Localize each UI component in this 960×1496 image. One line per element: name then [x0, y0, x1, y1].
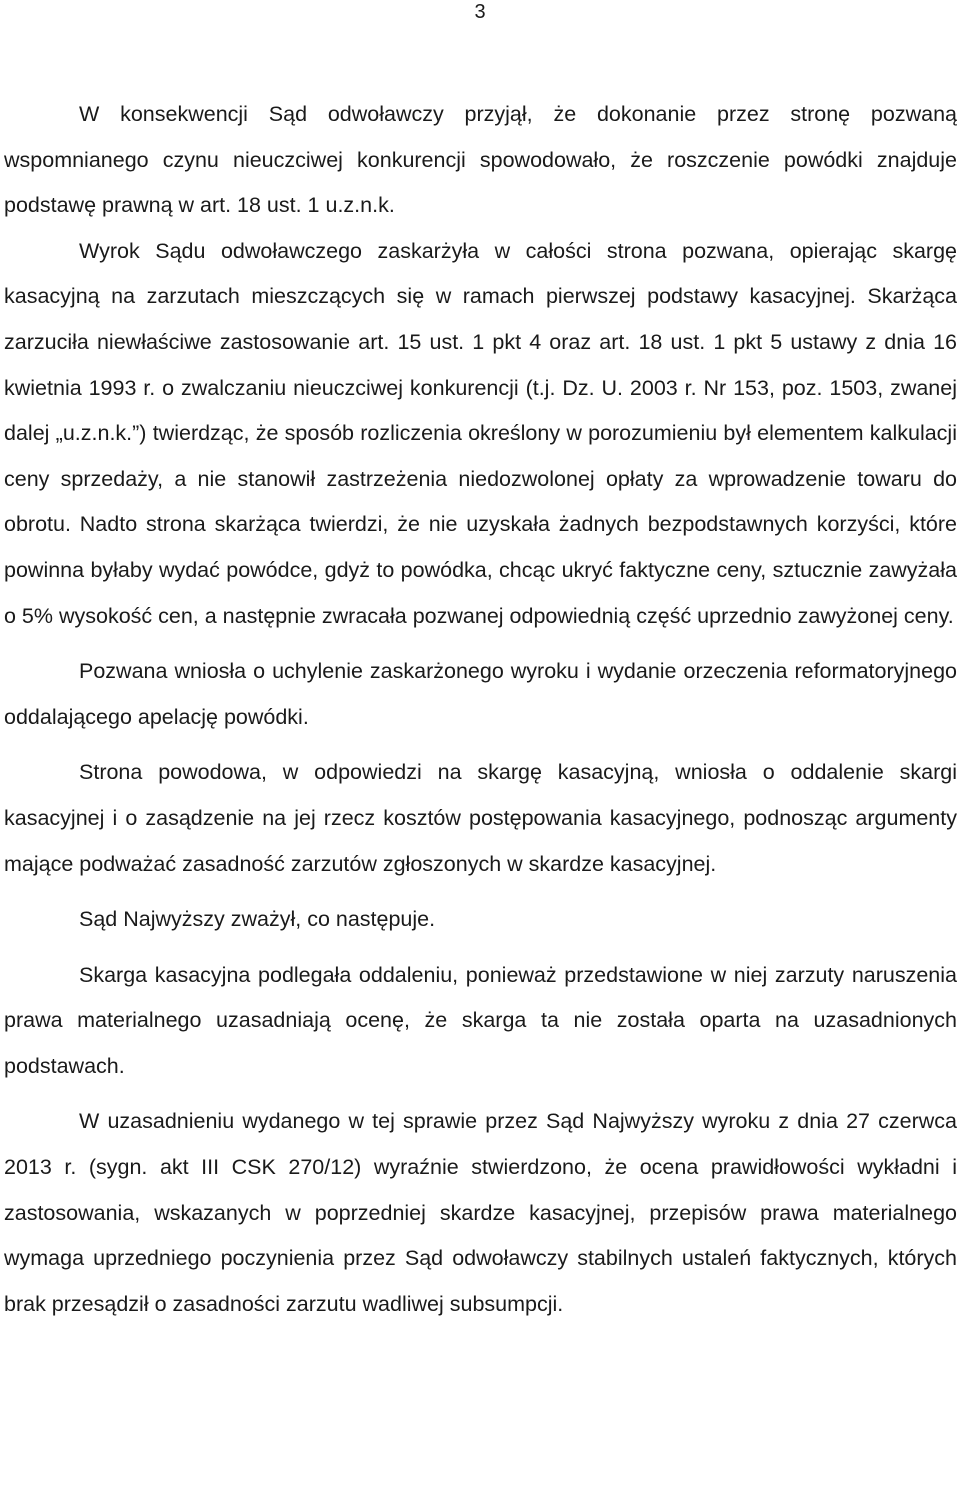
paragraph-7: W uzasadnieniu wydanego w tej sprawie przez Sąd Najwyższy wyroku z dnia 27 czerwca 2013 r. (sygn. akt III CSK 270/12) wyraźnie stwierdzono, że ocena prawidłowości wykładni i zastosowania, wskazanych w poprzedniej skardze kasacyjnej, przepisów prawa materialnego wymaga uprzedniego poczynienia przez Sąd odwoławczy stabilnych ustaleń faktycznych, których brak przesądził o zasadności zarzutu wadliwej subsumpcji. [4, 1109, 957, 1316]
paragraph-2: Wyrok Sądu odwoławczego zaskarżyła w całości strona pozwana, opierając skargę kasacyjną na zarzutach mieszczących się w ramach pierwszej podstawy kasacyjnej. Skarżąca zarzuciła niewłaściwe zastosowanie art. 15 ust. 1 pkt 4 oraz art. 18 ust. 1 pkt 5 ustawy z dnia 16 kwietnia 1993 r. o zwalczaniu nieuczciwej konkurencji (t.j. Dz. U. 2003 r. Nr 153, poz. 1503, zwanej dalej „u.z.n.k.”) twierdząc, że sposób rozliczenia określony w porozumieniu był elementem kalkulacji ceny sprzedaży, a nie stanowił zastrzeżenia niedozwolonej opłaty za wprowadzenie towaru do obrotu. Nadto strona skarżąca twierdzi, że nie uzyskała żadnych bezpodstawnych korzyści, które powinna byłaby wydać powódce, gdyż to powódka, chcąc ukryć faktyczne ceny, sztucznie zawyżała o 5% wysokość cen, a następnie zwracała pozwanej odpowiednią część uprzednio zawyżonej ceny. [4, 238, 957, 628]
page-number: 3 [474, 1, 486, 23]
paragraph-6: Skarga kasacyjna podlegała oddaleniu, ponieważ przedstawione w niej zarzuty naruszenia prawa materialnego uzasadniają ocenę, że skarga ta nie została oparta na uzasadnionych podstawach. [4, 962, 957, 1078]
paragraph-5: Sąd Najwyższy zważył, co następuje. [79, 907, 436, 932]
paragraph-4: Strona powodowa, w odpowiedzi na skargę kasacyjną, wniosła o oddalenie skargi kasacyjnej i o zasądzenie na jej rzecz kosztów postępowania kasacyjnego, podnosząc argumenty mające podważać zasadność zarzutów zgłoszonych w skardze kasacyjnej. [4, 760, 957, 876]
paragraph-3: Pozwana wniosła o uchylenie zaskarżonego wyroku i wydanie orzeczenia reformatoryjnego oddalającego apelację powódki. [4, 659, 957, 729]
paragraph-1: W konsekwencji Sąd odwoławczy przyjął, że dokonanie przez stronę pozwaną wspomnianego czynu nieuczciwej konkurencji spowodowało, że roszczenie powódki znajduje podstawę prawną w art. 18 ust. 1 u.z.n.k. [4, 102, 957, 218]
document-body [4, 92, 957, 1327]
